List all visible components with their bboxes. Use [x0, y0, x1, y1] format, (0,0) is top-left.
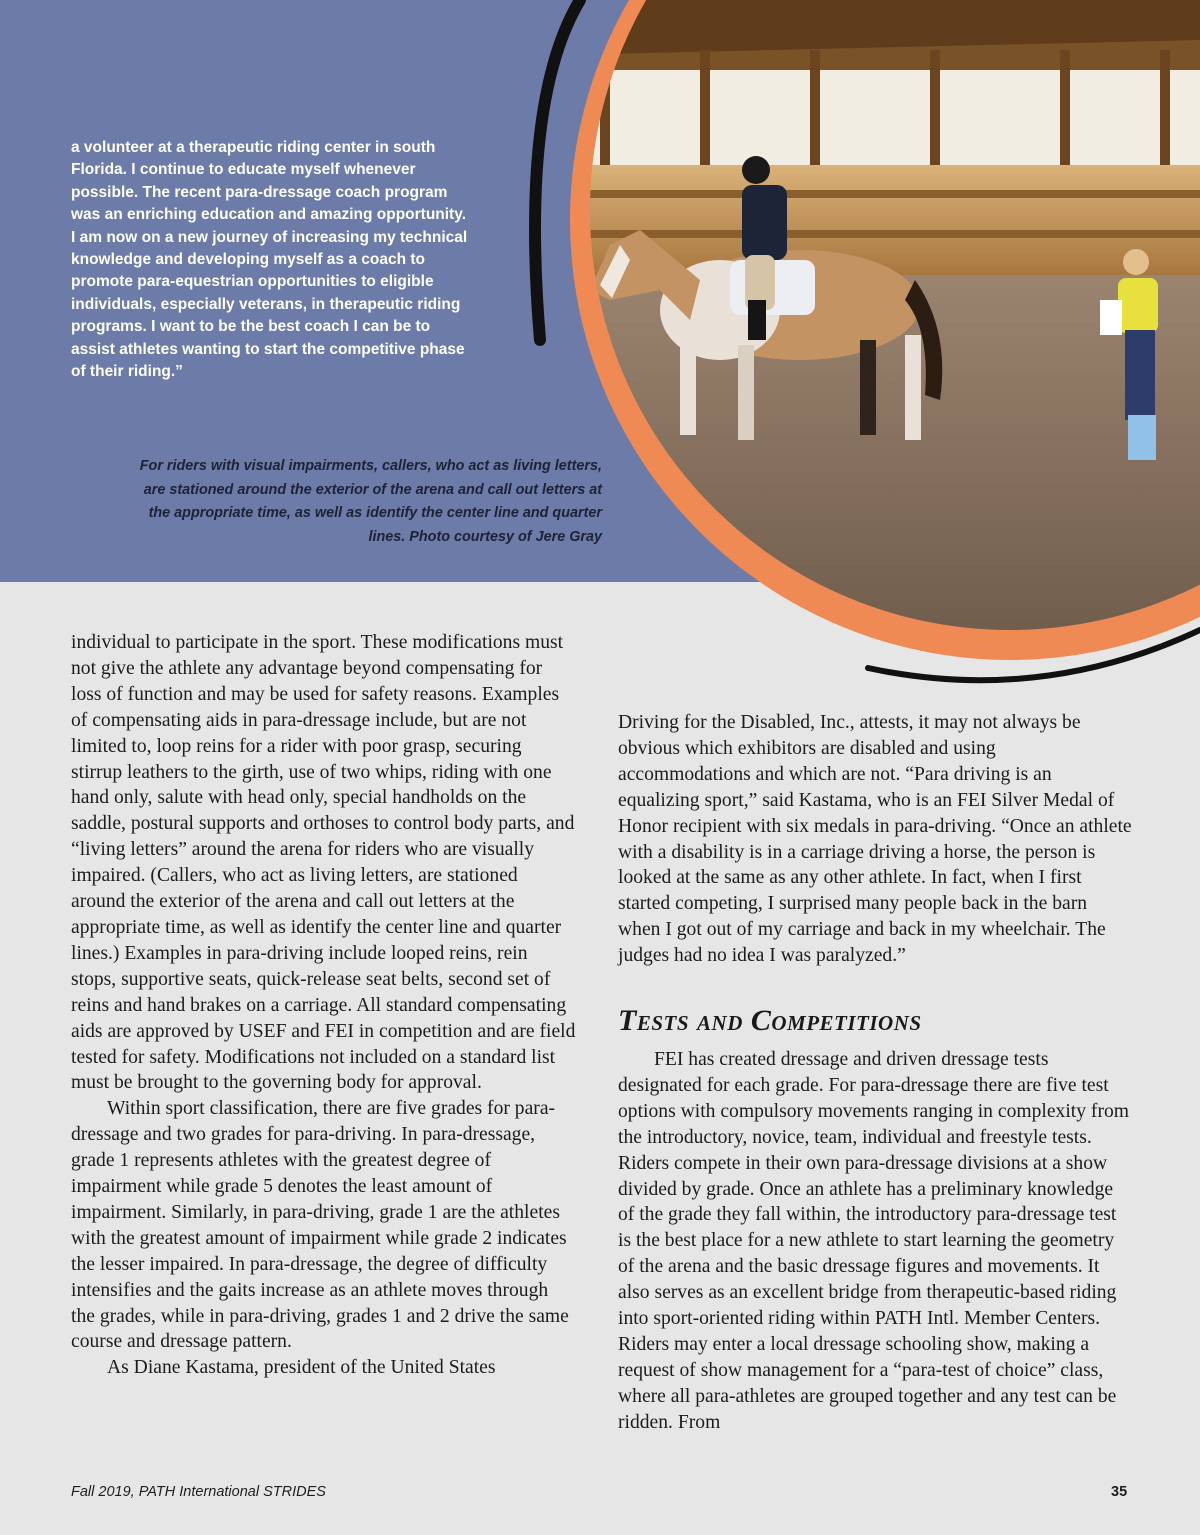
arena-photo	[560, 0, 1200, 645]
section-heading: Tests and Competitions	[618, 1004, 922, 1037]
page-number: 35	[1111, 1484, 1128, 1500]
right-column-top	[618, 710, 1133, 969]
right-column-bottom	[618, 1047, 1133, 1436]
left-paragraph-1: individual to participate in the sport. These modifications must not give the athlete any advantage beyond compensating for loss of function and may be used for safety reasons. Examples of compensating aids in para-dressage include, but are not limited to, loop reins for a rider with poor grasp, securing stirrup leathers to the girth, use of two whips, riding with one hand only, salute with head only, special handholds on the saddle, postural supports and orthoses to control body parts, and “living letters” around the arena for riders who are visually impaired. (Callers, who act as living letters, are stationed around the exterior of the arena and call out letters at the appropriate time, as well as identify the center line and quarter lines.) Examples in para-driving include looped reins, rein stops, supportive seats, quick-release seat belts, second set of reins and hand brakes on a carriage. All standard compensating aids are approved by USEF and FEI in competition and are field tested for safety. Modifications not included on a standard list must be brought to the governing body for approval.	[71, 632, 576, 1094]
left-paragraph-3: As Diane Kastama, president of the United States	[107, 1357, 496, 1379]
footer-issue: Fall 2019, PATH International STRIDES	[71, 1484, 326, 1500]
right-paragraph-2: FEI has created dressage and driven dressage tests designated for each grade. For para-dressage there are five test options with compulsory movements ranging in complexity from the introductory, novice, team, individual and freestyle tests. Riders compete in their own para-dressage divisions at a show divided by grade. Once an athlete has a preliminary knowledge of the grade they fall within, the introductory para-dressage test is the best place for a new athlete to start learning the geometry of the arena and the basic dressage figures and movements. It also serves as an excellent bridge from therapeutic-based riding into sport-oriented riding within PATH Intl. Member Centers. Riders may enter a local dressage schooling show, making a request of show management for a “para-test of choice” class, where all para-athletes are grouped together and any test can be ridden. From	[618, 1049, 1130, 1433]
photo-caption: For riders with visual impairments, callers, who act as living letters, are stationed around the exterior of the arena and call out letters at the appropriate time, as well as identify the center line and quarter lines. Photo courtesy of Jere Gray	[139, 458, 602, 545]
pull-quote: a volunteer at a therapeutic riding center in south Florida. I continue to educate myself whenever possible. The recent para-dressage coach program was an enriching education and amazing opportunity. I am now on a new journey of increasing my technical knowledge and developing myself as a coach to promote para-equestrian opportunities to eligible individuals, especially veterans, in therapeutic riding programs. I want to be the best coach I can be to assist athletes wanting to start the competitive phase of their riding.”	[71, 139, 468, 381]
left-column	[71, 630, 576, 1381]
left-paragraph-2: Within sport classification, there are five grades for para-dressage and two grades for para-driving. In para-dressage, grade 1 represents athletes with the greatest degree of impairment while grade 5 denotes the least amount of impairment. Similarly, in para-driving, grade 1 are the athletes with the greatest amount of impairment while grade 2 indicates the lesser impaired. In para-dressage, the degree of difficulty intensifies and the gaits increase as an athlete moves through the grades, while in para-driving, grades 1 and 2 drive the same course and dressage pattern.	[71, 1098, 569, 1353]
right-paragraph-1: Driving for the Disabled, Inc., attests, it may not always be obvious which exhibitors are disabled and using accommodations and which are not. “Para driving is an equalizing sport,” said Kastama, who is an FEI Silver Medal of Honor recipient with six medals in para-driving. “Once an athlete with a disability is in a carriage driving a horse, the person is looked at the same as any other athlete. In fact, when I first started competing, I surprised many people back in the barn when I got out of my carriage and back in my wheelchair. The judges had no idea I was paralyzed.”	[618, 712, 1132, 967]
